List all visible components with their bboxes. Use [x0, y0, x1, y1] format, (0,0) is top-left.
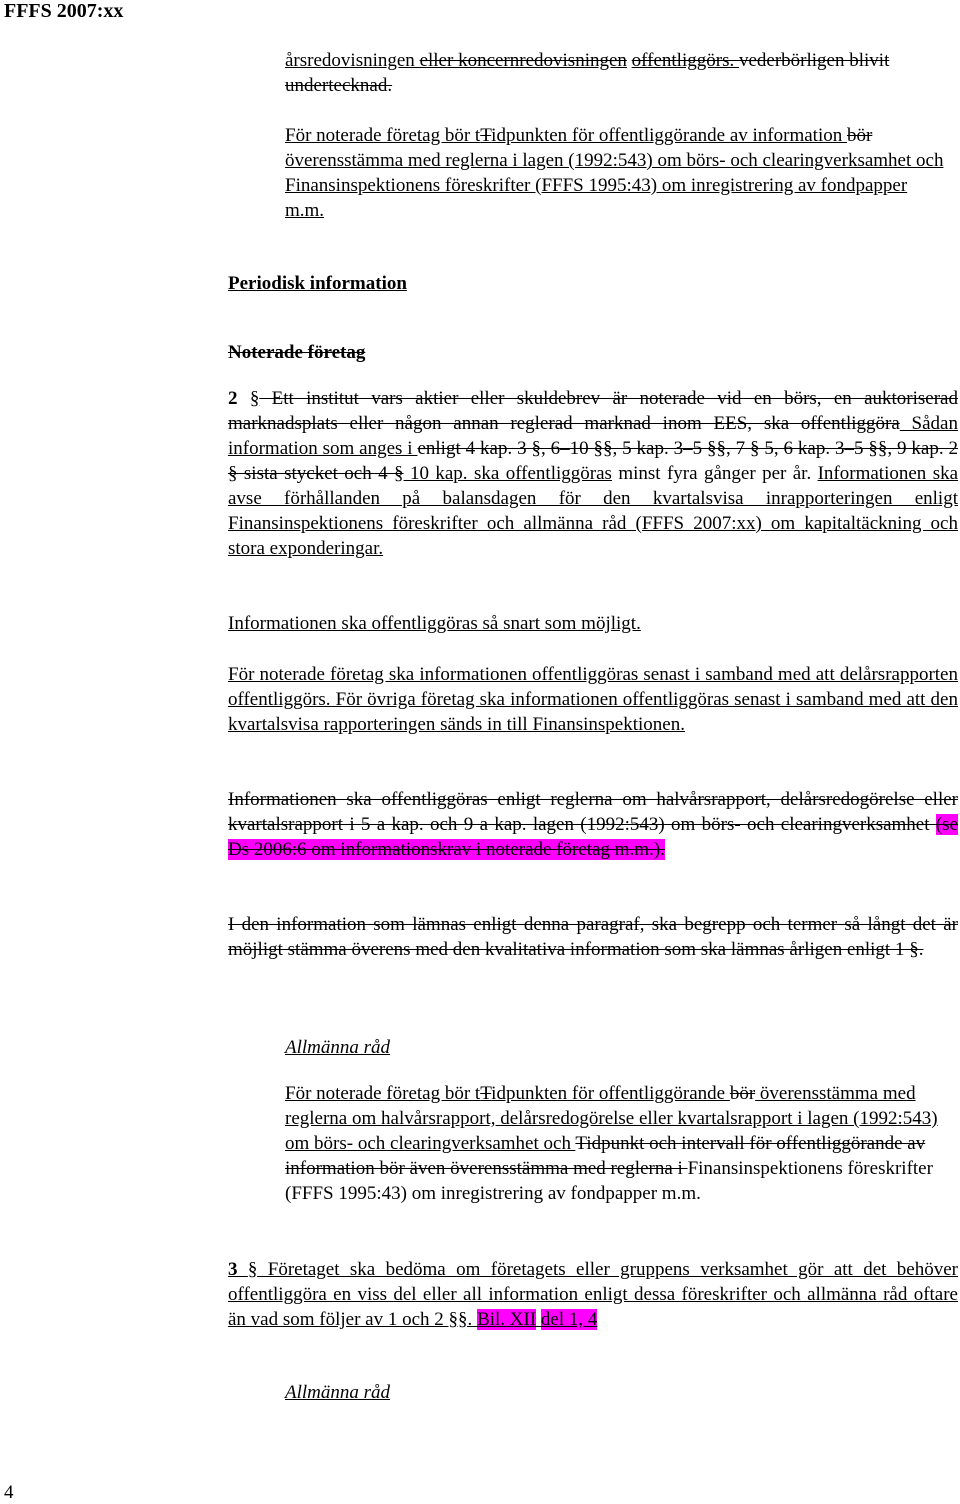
- paragraph-snart-som-mojligt: [228, 611, 958, 636]
- text-segment: bör: [846, 125, 873, 146]
- section-number: 3: [228, 1259, 238, 1280]
- text-segment: T: [480, 1083, 492, 1104]
- text-segment: offentliggörs.: [631, 50, 739, 71]
- heading-text: Noterade företag: [228, 342, 366, 363]
- heading-text: Periodisk information: [228, 273, 407, 294]
- text-segment: Informationen ska avse förhållanden på balansdagen för den kvartalsvisa inrapporteringen enligt Finansinspektionens föreskrifter och allmänna råd (FFFS 2007:xx) om kapitaltäckning och stora exponderingar.: [228, 463, 959, 559]
- text-segment: 10 kap. ska offentliggöras: [403, 463, 612, 484]
- text-segment: För noterade företag bör t: [285, 1083, 481, 1104]
- paragraph-section-2: [228, 386, 958, 561]
- heading-periodisk-information: [228, 271, 407, 296]
- heading-noterade-foretag: [228, 340, 365, 365]
- text-segment: Tidpunkt och intervall för offentliggörande av information bör även överensstämma med reglerna i: [285, 1133, 926, 1179]
- text-segment: Företaget ska bedöma om företagets eller gruppens verksamhet gör att det behöver offentliggöra en viss del eller all information enligt dessa föreskrifter och allmänna råd oftare än vad som följer av 1 och 2 §§.: [228, 1259, 958, 1330]
- heading-text: Allmänna råd: [285, 1037, 391, 1058]
- section-sign: §: [247, 1259, 258, 1280]
- text-segment: bör: [729, 1083, 756, 1104]
- text-segment: vederbörligen blivit undertecknad.: [285, 50, 890, 96]
- text-segment: årsredovisningen: [285, 50, 420, 71]
- page-header: FFFS 2007:xx: [4, 0, 124, 22]
- paragraph-arsredovisning: [285, 48, 945, 98]
- text-segment: minst fyra gånger per år.: [611, 463, 818, 484]
- text-segment: För övriga företag ska informationen offentliggöras senast i samband med att den kvartalsvisa rapporteringen sänds in till Finansinspektionen.: [228, 689, 958, 735]
- text-segment: Informationen ska offentliggöras så snart som möjligt.: [228, 613, 641, 634]
- paragraph-senast-i-samband: [228, 662, 958, 737]
- page-number: 4: [4, 1482, 14, 1503]
- paragraph-enligt-reglerna: [228, 787, 958, 862]
- text-segment: överensstämma med reglerna om halvårsrapport, delårsredogörelse eller kvartalsrapport i lagen (1992:543) om börs- och clearingverksamhet och: [285, 1083, 938, 1154]
- section-sign: §: [249, 388, 260, 409]
- text-segment: eller koncernredovisningen: [419, 50, 627, 71]
- heading-allmanna-rad: [285, 1380, 390, 1405]
- paragraph-section-3: [228, 1257, 958, 1332]
- text-segment: För noterade företag ska informationen offentliggöras senast i samband med att delårsrapporten offentliggörs.: [228, 664, 958, 710]
- text-segment: överensstämma med reglerna i lagen (1992:543) om börs- och clearingverksamhet och Finansinspektionens föreskrifter (FFFS 1995:43) om inregistrering av fondpapper m.m.: [285, 150, 944, 221]
- text-segment: Sådan information som anges i: [228, 413, 958, 459]
- highlighted-text: (se Ds 2006:6 om informationskrav i noterade företag m.m.).: [228, 814, 958, 860]
- text-segment: Finansinspektionens föreskrifter (FFFS 1995:43) om inregistrering av fondpapper m.m.: [285, 1158, 933, 1204]
- heading-text: Allmänna råd: [285, 1382, 391, 1403]
- text-segment: Ett institut vars aktier eller skuldebrev är noterade vid en börs, en auktoriserad marknadsplats eller någon annan reglerad marknad inom EES, ska offentliggöra: [228, 388, 958, 434]
- paragraph-begrepp-och-termer: [228, 912, 958, 962]
- paragraph-tidpunkt: [285, 123, 945, 223]
- highlighted-text: del 1, 4: [540, 1309, 598, 1330]
- text-segment: I den information som lämnas enligt denna paragraf, ska begrepp och termer så långt det är möjligt stämma överens med den kvalitativa information som ska lämnas årligen enligt 1 §.: [228, 914, 958, 960]
- text-segment: idpunkten för offentliggörande: [491, 1083, 730, 1104]
- heading-allmanna-rad: [285, 1035, 390, 1060]
- text-segment: T: [480, 125, 492, 146]
- text-segment: Informationen ska offentliggöras enligt reglerna om halvårsrapport, delårsredogörelse eller kvartalsrapport i 5 a kap. och 9 a kap. lagen (1992:543) om börs- och clearingverksamhet: [228, 789, 958, 835]
- text-segment: För noterade företag bör t: [285, 125, 481, 146]
- section-number: 2: [228, 388, 238, 409]
- text-segment: enligt 4 kap. 3 §, 6–10 §§, 5 kap. 3–5 §§, 7 § 5, 6 kap. 3–5 §§, 9 kap. 2 § sista stycket och 4 §: [228, 438, 958, 484]
- text-segment: idpunkten för offentliggörande av information: [491, 125, 847, 146]
- paragraph-allmanna-rad-tidpunkt: [285, 1081, 945, 1206]
- highlighted-text: Bil. XII: [477, 1309, 537, 1330]
